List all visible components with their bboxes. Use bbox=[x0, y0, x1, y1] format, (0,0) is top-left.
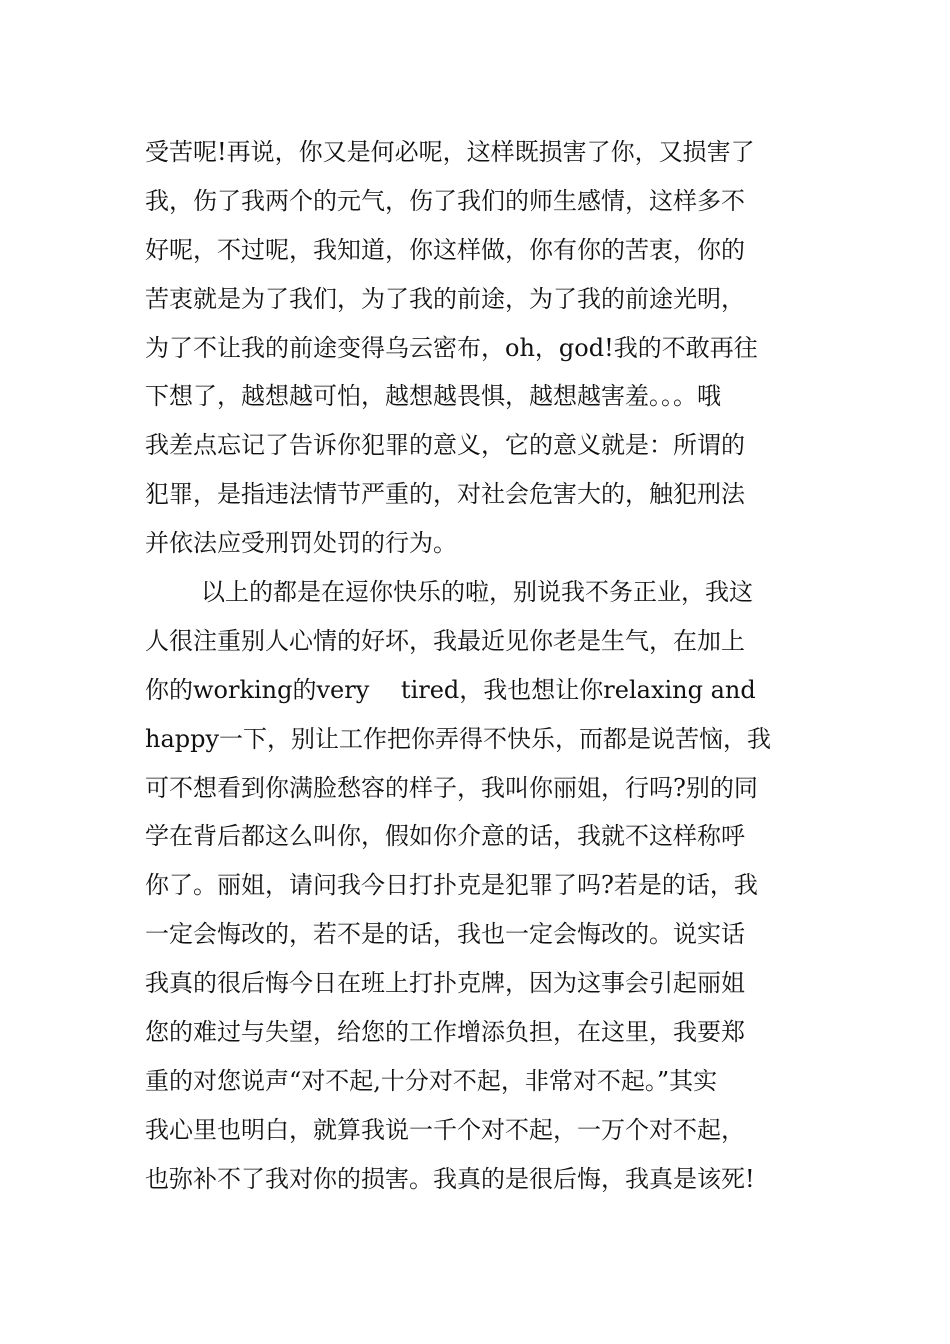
paragraph-2 bbox=[145, 568, 810, 1204]
text-line: 我真的很后悔今日在班上打扑克牌，因为这事会引起丽姐 bbox=[145, 969, 745, 998]
text-line: 受苦呢!再说，你又是何必呢，这样既损害了你，又损害了 bbox=[145, 138, 755, 166]
text-line: 下想了，越想越可怕，越想越畏惧，越想越害羞。。。哦 bbox=[145, 382, 721, 411]
text-line: 重的对您说声“对不起,十分对不起，非常对不起。”其实 bbox=[145, 1066, 718, 1095]
text-line: 我心里也明白，就算我说一千个对不起，一万个对不起， bbox=[145, 1115, 745, 1144]
text-line: 好呢，不过呢，我知道，你这样做，你有你的苦衷，你的 bbox=[145, 235, 745, 264]
text-line: 犯罪，是指违法情节严重的，对社会危害大的，触犯刑法 bbox=[145, 480, 745, 509]
text-line: 并依法应受刑罚处罚的行为。 bbox=[145, 529, 457, 558]
text-line: 你了。丽姐，请问我今日打扑克是犯罪了吗?若是的话，我 bbox=[145, 871, 758, 900]
text-line: 也弥补不了我对你的损害。我真的是很后悔，我真是该死! bbox=[145, 1164, 755, 1193]
text-line: 我差点忘记了告诉你犯罪的意义，它的意义就是：所谓的 bbox=[145, 431, 745, 460]
paragraph-1 bbox=[145, 128, 810, 568]
text-line: 学在背后都这么叫你，假如你介意的话，我就不这样称呼 bbox=[145, 822, 745, 851]
text-line: 为了不让我的前途变得乌云密布，oh，god!我的不敢再往 bbox=[145, 333, 758, 362]
text-line: 我，伤了我两个的元气，伤了我们的师生感情，这样多不 bbox=[145, 186, 745, 215]
text-line: 以上的都是在逗你快乐的啦，别说我不务正业，我这 bbox=[201, 578, 753, 607]
text-line: 可不想看到你满脸愁容的样子，我叫你丽姐，行吗?别的同 bbox=[145, 773, 758, 802]
text-line: 苦衷就是为了我们，为了我的前途，为了我的前途光明， bbox=[145, 284, 745, 313]
text-line: 你的working的very tired，我也想让你relaxing and bbox=[145, 675, 756, 704]
document-body bbox=[145, 128, 810, 1204]
text-line: 您的难过与失望，给您的工作增添负担，在这里，我要郑 bbox=[145, 1018, 745, 1047]
text-line: 人很注重别人心情的好坏，我最近见你老是生气，在加上 bbox=[145, 626, 745, 655]
text-line: 一定会悔改的，若不是的话，我也一定会悔改的。说实话 bbox=[145, 920, 745, 949]
text-line: happy一下，别让工作把你弄得不快乐，而都是说苦恼，我 bbox=[145, 724, 772, 753]
